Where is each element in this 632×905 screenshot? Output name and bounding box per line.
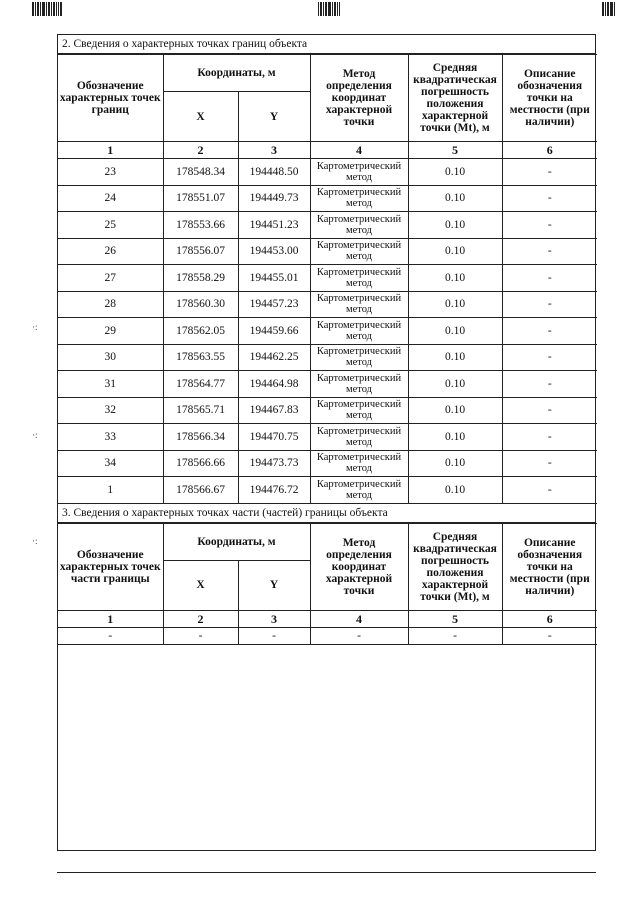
method-cell: Картометрический метод	[310, 424, 408, 451]
column-number: 6	[502, 610, 597, 627]
header-y: Y	[238, 92, 310, 142]
table-row	[58, 159, 597, 186]
table-row	[58, 185, 597, 212]
point-cell: 27	[58, 265, 163, 292]
method-cell: Картометрический метод	[310, 265, 408, 292]
y-cell: 194448.50	[238, 159, 310, 186]
method-cell: Картометрический метод	[310, 450, 408, 477]
x-cell: 178551.07	[163, 185, 238, 212]
method-cell: Картометрический метод	[310, 371, 408, 398]
column-number: 4	[310, 142, 408, 159]
header-coordinates: Координаты, м	[163, 523, 310, 560]
x-cell: 178563.55	[163, 344, 238, 371]
header-error: Средняя квадратическая погрешность положения характерной точки (Mt), м	[408, 523, 502, 610]
description-cell: -	[502, 477, 597, 504]
column-number: 3	[238, 610, 310, 627]
table-row	[58, 397, 597, 424]
table-row	[58, 318, 597, 345]
error-cell: 0.10	[408, 371, 502, 398]
barcode-center	[318, 2, 341, 16]
header-x: X	[163, 560, 238, 610]
method-cell: Картометрический метод	[310, 291, 408, 318]
header-designation: Обозначение характерных точек границ	[58, 55, 163, 142]
scan-mark: ·:	[32, 430, 38, 440]
table-row	[58, 238, 597, 265]
error-cell: 0.10	[408, 291, 502, 318]
description-cell: -	[502, 627, 597, 644]
y-cell: 194473.73	[238, 450, 310, 477]
x-cell: 178566.66	[163, 450, 238, 477]
header-method: Метод определения координат характерной точки	[310, 55, 408, 142]
table-row	[58, 265, 597, 292]
error-cell: 0.10	[408, 159, 502, 186]
header-y: Y	[238, 560, 310, 610]
method-cell: -	[310, 627, 408, 644]
column-number: 5	[408, 610, 502, 627]
column-number: 4	[310, 610, 408, 627]
description-cell: -	[502, 397, 597, 424]
x-cell: 178553.66	[163, 212, 238, 239]
error-cell: 0.10	[408, 344, 502, 371]
x-cell: -	[163, 627, 238, 644]
method-cell: Картометрический метод	[310, 318, 408, 345]
y-cell: 194455.01	[238, 265, 310, 292]
header-error: Средняя квадратическая погрешность положения характерной точки (Mt), м	[408, 55, 502, 142]
section-2-table	[58, 54, 597, 504]
method-cell: Картометрический метод	[310, 159, 408, 186]
point-cell: 26	[58, 238, 163, 265]
table-row	[58, 627, 597, 644]
table-row	[58, 371, 597, 398]
point-cell: 30	[58, 344, 163, 371]
error-cell: 0.10	[408, 318, 502, 345]
x-cell: 178556.07	[163, 238, 238, 265]
description-cell: -	[502, 185, 597, 212]
point-cell: 28	[58, 291, 163, 318]
description-cell: -	[502, 371, 597, 398]
y-cell: 194453.00	[238, 238, 310, 265]
error-cell: 0.10	[408, 477, 502, 504]
y-cell: 194464.98	[238, 371, 310, 398]
column-number: 2	[163, 142, 238, 159]
scan-mark: ·:	[32, 322, 38, 332]
method-cell: Картометрический метод	[310, 477, 408, 504]
point-cell: 29	[58, 318, 163, 345]
point-cell: 34	[58, 450, 163, 477]
y-cell: 194467.83	[238, 397, 310, 424]
y-cell: 194459.66	[238, 318, 310, 345]
scan-mark: ·:	[32, 536, 38, 546]
description-cell: -	[502, 265, 597, 292]
section-3-table	[58, 523, 597, 645]
method-cell: Картометрический метод	[310, 397, 408, 424]
y-cell: 194457.23	[238, 291, 310, 318]
section-3-body	[58, 627, 597, 644]
x-cell: 178562.05	[163, 318, 238, 345]
error-cell: 0.10	[408, 212, 502, 239]
section-2-body	[58, 159, 597, 504]
header-x: X	[163, 92, 238, 142]
bottom-rule	[57, 872, 596, 873]
column-number: 2	[163, 610, 238, 627]
y-cell: -	[238, 627, 310, 644]
method-cell: Картометрический метод	[310, 238, 408, 265]
point-cell: 25	[58, 212, 163, 239]
description-cell: -	[502, 318, 597, 345]
column-number: 1	[58, 142, 163, 159]
header-designation: Обозначение характерных точек части границы	[58, 523, 163, 610]
x-cell: 178564.77	[163, 371, 238, 398]
description-cell: -	[502, 450, 597, 477]
y-cell: 194451.23	[238, 212, 310, 239]
table-row	[58, 291, 597, 318]
point-cell: 32	[58, 397, 163, 424]
description-cell: -	[502, 344, 597, 371]
table-row	[58, 344, 597, 371]
barcode-left	[32, 2, 63, 16]
column-number: 5	[408, 142, 502, 159]
description-cell: -	[502, 291, 597, 318]
x-cell: 178566.67	[163, 477, 238, 504]
point-cell: -	[58, 627, 163, 644]
x-cell: 178566.34	[163, 424, 238, 451]
method-cell: Картометрический метод	[310, 212, 408, 239]
table-row	[58, 477, 597, 504]
method-cell: Картометрический метод	[310, 344, 408, 371]
x-cell: 178565.71	[163, 397, 238, 424]
description-cell: -	[502, 238, 597, 265]
table-row	[58, 424, 597, 451]
point-cell: 24	[58, 185, 163, 212]
error-cell: 0.10	[408, 424, 502, 451]
column-number: 1	[58, 610, 163, 627]
header-description: Описание обозначения точки на местности (при наличии)	[502, 55, 597, 142]
header-description: Описание обозначения точки на местности (при наличии)	[502, 523, 597, 610]
header-method: Метод определения координат характерной точки	[310, 523, 408, 610]
y-cell: 194470.75	[238, 424, 310, 451]
method-cell: Картометрический метод	[310, 185, 408, 212]
x-cell: 178548.34	[163, 159, 238, 186]
column-number: 6	[502, 142, 597, 159]
document-frame	[57, 34, 596, 851]
x-cell: 178560.30	[163, 291, 238, 318]
x-cell: 178558.29	[163, 265, 238, 292]
description-cell: -	[502, 212, 597, 239]
description-cell: -	[502, 159, 597, 186]
y-cell: 194476.72	[238, 477, 310, 504]
error-cell: 0.10	[408, 265, 502, 292]
error-cell: -	[408, 627, 502, 644]
error-cell: 0.10	[408, 397, 502, 424]
column-number: 3	[238, 142, 310, 159]
table-row	[58, 450, 597, 477]
description-cell: -	[502, 424, 597, 451]
section-2-title: 2. Сведения о характерных точках границ объекта	[58, 35, 595, 54]
point-cell: 33	[58, 424, 163, 451]
table-row	[58, 212, 597, 239]
section-3-title: 3. Сведения о характерных точках части (частей) границы объекта	[58, 504, 595, 523]
error-cell: 0.10	[408, 450, 502, 477]
barcode-right	[602, 2, 616, 16]
header-coordinates: Координаты, м	[163, 55, 310, 92]
error-cell: 0.10	[408, 238, 502, 265]
y-cell: 194449.73	[238, 185, 310, 212]
point-cell: 1	[58, 477, 163, 504]
y-cell: 194462.25	[238, 344, 310, 371]
point-cell: 31	[58, 371, 163, 398]
point-cell: 23	[58, 159, 163, 186]
error-cell: 0.10	[408, 185, 502, 212]
